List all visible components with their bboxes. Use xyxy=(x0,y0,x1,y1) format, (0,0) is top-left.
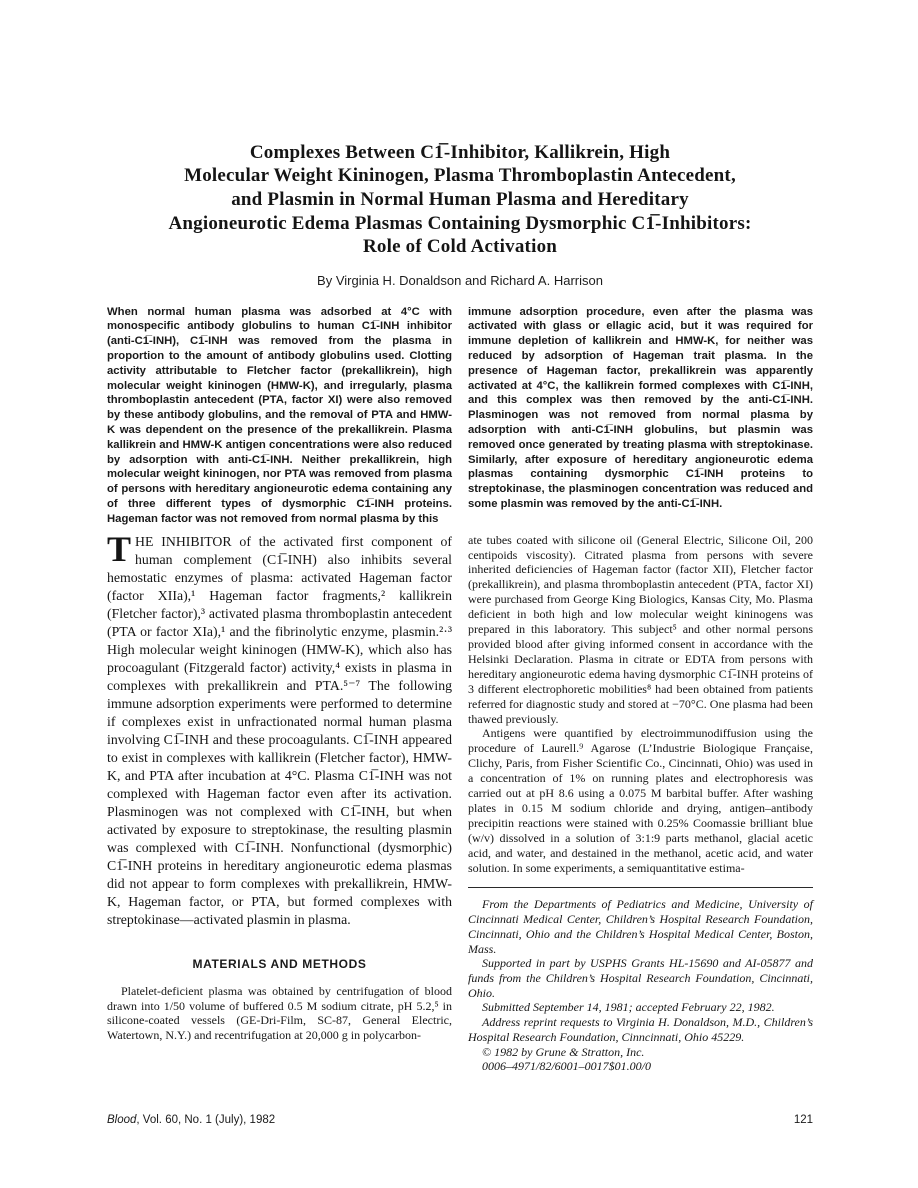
body-right-column xyxy=(468,533,813,1074)
footnote-reprints: Address reprint requests to Virginia H. Donaldson, M.D., Children’s Hospital Research Foundation, Cinncinnati, Ohio 45229. xyxy=(468,1015,813,1044)
section-heading-materials-methods: MATERIALS AND METHODS xyxy=(192,956,367,971)
article-title xyxy=(107,141,813,259)
abstract xyxy=(107,305,813,527)
body-left-column xyxy=(107,528,452,1074)
title-line-4: Angioneurotic Edema Plasmas Containing Dysmorphic C1̅-Inhibitors: xyxy=(168,212,752,234)
byline: By Virginia H. Donaldson and Richard A. Harrison xyxy=(317,272,603,288)
title-line-2: Molecular Weight Kininogen, Plasma Thromboplastin Antecedent, xyxy=(184,165,736,187)
title-line-5: Role of Cold Activation xyxy=(362,236,558,258)
methods-paragraph-3: Antigens were quantified by electroimmunodiffusion using the procedure of Laurell.⁹ Agarose (L’Industrie Biologique Française, Clichy, Paris, from Fisher Scientific Co., Cincinnati, Ohio) was used in a concentration of 1% on running plates and electrophoresis was carried out at pH 8.6 using a 0.075 M barbital buffer. After washing plates in 0.15 M sodium chloride and drying, antigen–antibody precipitin reactions were stained with 0.25% Coomassie brilliant blue (w/v) dissolved in a solution of 3:1:9 parts methanol, glacial acetic acid, and water, and destained in the methanol, acetic acid, and water solution. In some experiments, a semiquantitative estima- xyxy=(468,726,813,875)
page-footer xyxy=(107,1114,813,1126)
journal-name: Blood xyxy=(107,1114,137,1126)
introduction-paragraph xyxy=(107,528,452,929)
footnote-submitted: Submitted September 14, 1981; accepted February 22, 1982. xyxy=(482,1000,775,1015)
title-line-1: Complexes Between C1̅-Inhibitor, Kallikrein, High xyxy=(249,141,671,163)
page-number: 121 xyxy=(793,1114,813,1126)
introduction-text: HE INHIBITOR of the activated first component of human complement (C1̅-INH) also inhibits several hemostatic enzymes of plasma: activated Hageman factor (factor XIIa),¹ Hageman factor fragments,² kallikrein (Fletcher factor),³ activated plasma thromboplastin antecedent (PTA or factor XIa),¹ and the fibrinolytic enzyme, plasmin.²·³ High molecular weight kininogen (HMW-K), which also has procoagulant (Fitzgerald factor) activity,⁴ exists in plasma in complexes with prekallikrein and PTA.⁵⁻⁷ The following immune adsorption experiments were performed to determine if complexes exist in unfractionated normal human plasma involving C1̅-INH and these procoagulants. C1̅-INH appeared to exist in complexes with kallikrein (Fletcher factor), HMW-K, and PTA after incubation at 4°C. Plasma C1̅-INH was not complexed with Hageman factor even after its activation. Plasminogen was not complexed with C1̅-INH, but when activated by exposure to streptokinase, the resulting plasmin was complexed with C1̅-INH. Nonfunctional (dysmorphic) C1̅-INH proteins in hereditary angioneurotic edema plasmas did not appear to form complexes with prekallikrein, HMW-K, Hageman factor, or PTA, but formed complexes with streptokinase—activated plasmin in plasma. xyxy=(107,533,452,927)
footnote-copyright: © 1982 by Grune & Stratton, Inc. xyxy=(482,1044,645,1059)
dropcap-letter: T xyxy=(107,528,132,569)
title-line-3: and Plasmin in Normal Human Plasma and Hereditary xyxy=(231,188,689,210)
abstract-left-column: When normal human plasma was adsorbed at 4°C with monospecific antibody globulins to human C1̅-INH inhibitor (anti-C1̅-INH), C1̅-INH was removed from the plasma in proportion to the amount of antibody globulins used. Clotting activity attributable to Fletcher factor (prekallikrein), high molecular weight kininogen (HMW-K), and irregularly, plasma thromboplastin antecedent (PTA, factor XI) were also removed by these antibody globulins, and the removal of PTA and HMW-K was dependent on the presence of the prekallikrein. Plasma kallikrein and HMW-K antigen concentrations were also reduced by adsorption with anti-C1̅-INH. Neither prekallikrein, high molecular weight kininogen, nor PTA was removed from plasma of persons with hereditary angioneurotic edema containing any of three different types of dysmorphic C1̅-INH proteins. Hageman factor was not removed from normal plasma by this xyxy=(107,305,452,525)
footnote-divider xyxy=(468,887,813,888)
article-body xyxy=(107,528,813,1074)
abstract-right-column: immune adsorption procedure, even after the plasma was activated with glass or ellagic acid, but it was required for immune depletion of kallikrein and HMW-K, for neither was reduced by adsorption of Hageman trait plasma. In the presence of Hageman factor, prekallikrein was apparently activated at 4°C, the kallikrein formed complexes with C1̅-INH, and this complex was then removed by the anti-C1̅-INH. Plasminogen was not removed from normal plasma by adsorption with anti-C1̅-INH globulins, but plasmin was removed once generated by treating plasma with streptokinase. Similarly, after exposure of hereditary angioneurotic edema plasmas containing dysmorphic C1̅-INH proteins to streptokinase, the plasminogen concentration was reduced and some plasmin was removed by the anti-C1̅-INH. xyxy=(468,305,813,511)
journal-citation-rest: , Vol. 60, No. 1 (July), 1982 xyxy=(136,1114,276,1126)
journal-citation xyxy=(107,1114,275,1126)
footnote-block xyxy=(468,897,813,1073)
footnote-affiliation: From the Departments of Pediatrics and Medicine, University of Cincinnati Medical Center, Children’s Hospital Research Foundation, Cincinnati, Ohio and the Children’s Hospital Medical Center, Boston, Mass. xyxy=(468,897,813,956)
methods-paragraph-1: Platelet-deficient plasma was obtained by centrifugation of blood drawn into 1/50 volume of buffered 0.5 M sodium citrate, pH 5.2,⁵ in silicone-coated vessels (GE-Dri-Film, SC-87, General Electric, Watertown, N.Y.) and recentrifugation at 20,000 g in polycarbon- xyxy=(107,983,452,1043)
footnote-support: Supported in part by USPHS Grants HL-15690 and AI-05877 and funds from the Children’s Hospital Research Foundation, Cincinnati, Ohio. xyxy=(468,956,813,1000)
footnote-code: 0006–4971/82/6001–0017$01.00/0 xyxy=(482,1059,652,1074)
methods-paragraph-2: ate tubes coated with silicone oil (General Electric, Silicone Oil, 200 centipoids viscosity). Citrated plasma from persons with severe inherited deficiencies of Hageman factor (factor XII), Fletcher factor (prekallikrein), and plasma thromboplastin antecedent (PTA, factor XI) were purchased from George King Biologics, Kansas City, Mo. Plasma deficient in both high and low molecular weight kininogens was prepared in this laboratory. This subject⁵ and other normal persons provided blood after giving informed consent in accordance with the Helsinki Declaration. Plasma in citrate or EDTA from persons with hereditary angioneurotic edema having dysmorphic C1̅-INH proteins of 3 different electrophoretic mobilities⁸ had been obtained from patients referred for diagnostic study and stored at −70°C. One plasma had been thawed previously. xyxy=(468,532,813,726)
